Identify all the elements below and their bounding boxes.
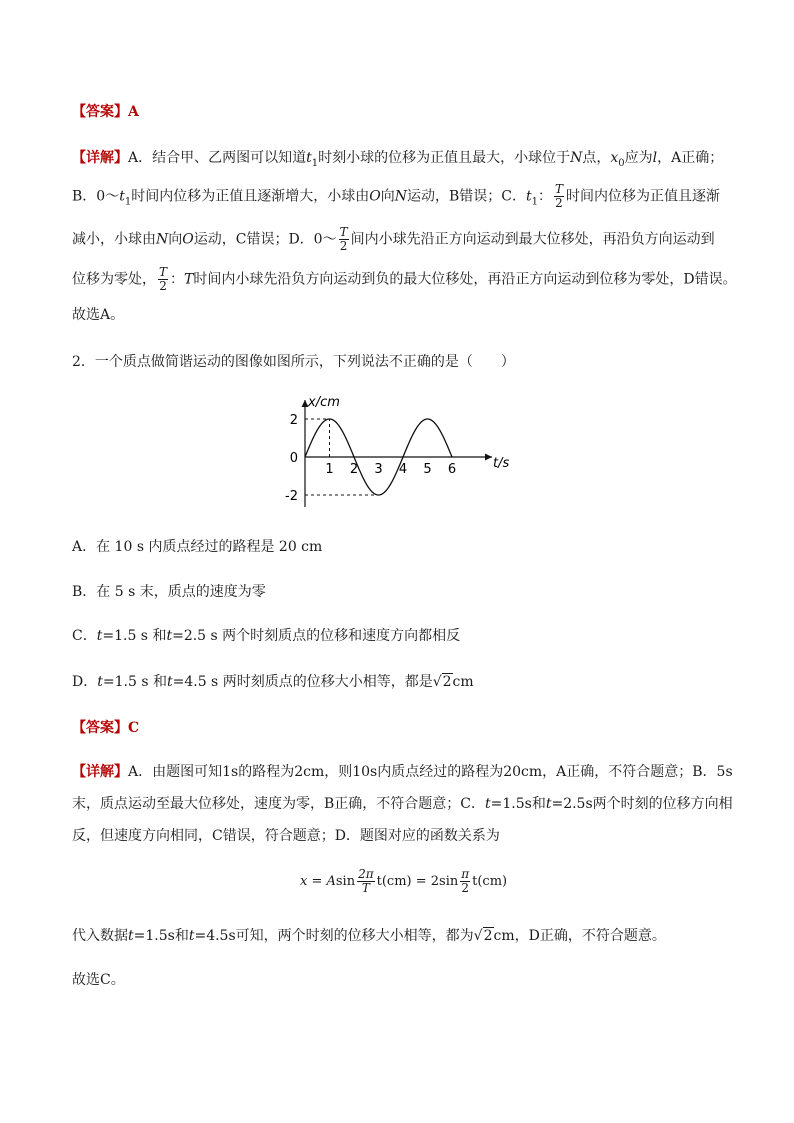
var-N: N [394, 188, 407, 205]
formula-end: t(cm) [472, 874, 508, 889]
detail-text: 0～ [313, 231, 337, 248]
detail-text: A．由题图可知1s的路程为2cm，则10s内质点经过的路程为20cm，A正确，不符合题意；B．5s [128, 764, 733, 780]
detail-text: B．0～ [72, 188, 120, 205]
detail-text: 时间内位移为正值且逐渐增大，小球由 [131, 188, 370, 205]
detail-text: 时间内小球先沿负方向运动到负的最大位移处，再沿正方向运动到位移为零处，D错误。 [193, 271, 737, 288]
option-d-text: =1.5 s 和 [102, 674, 167, 690]
x-tick-label: 6 [447, 462, 457, 477]
x-tick-label: 2 [349, 462, 359, 477]
detail-text: 间内小球先沿正方向运动到最大位移处，再沿负方向运动到 [350, 231, 715, 248]
detail-text: 向 [380, 188, 395, 205]
answer-line-1 [72, 102, 139, 122]
detail2-line-2 [72, 794, 733, 814]
x-tick-label: 3 [374, 462, 383, 477]
detail-text: 位移为零处， [72, 271, 156, 288]
var-t: t [119, 188, 125, 205]
question-stem-text: 2．一个质点做简谐运动的图像如图所示，下列说法不正确的是（ ） [72, 354, 515, 370]
subscript: 1 [531, 196, 538, 208]
sqrt-symbol: √2 [432, 674, 452, 690]
y-axis-label: x/cm [308, 395, 340, 410]
detail-line-1 [72, 148, 723, 168]
detail2-line-3 [72, 826, 500, 846]
option-a [72, 537, 322, 557]
var-t: t [128, 928, 134, 944]
var-T: T [184, 271, 194, 288]
option-d-text: =4.5 s 两时刻质点的位移大小相等，都是 [172, 674, 433, 690]
option-c [72, 626, 460, 646]
var-t: t [97, 674, 103, 690]
detail2-line-1 [72, 762, 733, 782]
formula-lhs: x = A [300, 874, 336, 889]
option-b [72, 582, 266, 602]
detail-line-2: B．$0\sim t_1$时间内位移为正值且逐渐增大，小球由O向N运动，B错误；C．$t_1$： $\frac{T}{2}$ 时间内位移为正值且逐渐 [72, 182, 720, 210]
detail2-line-4 [72, 926, 666, 946]
x-tick-label: 5 [423, 462, 432, 477]
detail-text: 减小，小球由 [72, 231, 156, 248]
y-tick-label: 0 [289, 451, 298, 466]
fraction: $\frac{T}{2}$ [339, 225, 348, 253]
option-c-text: =1.5 s 和 [102, 628, 167, 644]
answer-value: C [128, 720, 140, 736]
formula-sin: sin [335, 874, 356, 889]
answer-line-2 [72, 718, 139, 738]
detail-text: 时刻小球的位移为正值且最大，小球位于 [318, 150, 571, 166]
detail-text: A．结合甲、乙两图可以知道 [128, 150, 307, 166]
x-tick-label: 4 [398, 462, 408, 477]
var-t: t [96, 628, 103, 644]
answer-label: 【答案】 [72, 104, 128, 120]
option-d-prefix: D． [72, 674, 98, 690]
var-l: l [652, 150, 658, 166]
detail2-line-5 [72, 970, 125, 990]
detail-line-4: 位移为零处， $\frac{T}{2}$ ：T时间内小球先沿负方向运动到负的最大位移处，再沿正方向运动到位移为零处，D错误。 [72, 265, 737, 293]
question-stem [72, 352, 515, 372]
option-a-text: A．在 10 s 内质点经过的路程是 20 cm [72, 539, 323, 555]
x-tick-label: 1 [325, 462, 334, 477]
detail-text: =1.5s和 [490, 796, 546, 812]
fraction: $\frac{\pi}{2}$ [461, 867, 470, 895]
var-O: O [369, 188, 381, 205]
option-c-prefix: C． [72, 628, 97, 644]
detail-text: ，A正确； [657, 150, 724, 166]
detail-text: 时间内位移为正值且逐渐 [565, 188, 720, 205]
detail-text: cm，D正确，不符合题意。 [493, 928, 666, 944]
detail-label: 【详解】 [72, 150, 128, 166]
fraction: $\frac{T}{2}$ [159, 265, 168, 293]
var-N: N [570, 150, 583, 166]
answer-label: 【答案】 [72, 720, 128, 736]
x-tick-labels [325, 462, 456, 477]
subscript: 0 [618, 157, 625, 169]
detail-line-3 [72, 226, 715, 253]
detail-text: 运动，C错误；D． [193, 231, 314, 248]
subscript: 1 [311, 157, 319, 169]
formula-mid: t(cm) = 2sin [376, 874, 459, 889]
shm-graph [280, 392, 530, 517]
unit: cm [452, 674, 474, 690]
detail-text: 末，质点运动至最大位移处，速度为零，B正确，不符合题意；C． [72, 796, 485, 812]
detail-text: 向 [168, 231, 183, 248]
var-O: O [182, 231, 194, 248]
y-tick-label: -2 [285, 489, 298, 504]
y-tick-labels [285, 413, 298, 504]
option-b-text: B．在 5 s 末，质点的速度为零 [72, 584, 266, 600]
detail-text: 代入数据 [72, 928, 128, 944]
detail-text: 应为 [624, 150, 653, 166]
detail-text: =4.5s可知，两个时刻的位移大小相等，都为 [194, 928, 474, 944]
fraction: $\frac{2\pi}{T}$ [358, 867, 374, 895]
detail-text: 故选A。 [72, 307, 125, 323]
subscript: 1 [124, 196, 132, 208]
answer-value: A [128, 104, 139, 120]
var-t: t [166, 674, 173, 690]
option-c-text: =2.5 s 两个时刻质点的位移和速度方向都相反 [172, 628, 461, 644]
detail-line-5 [72, 305, 124, 325]
detail-text: 点， [582, 150, 611, 166]
function-formula [300, 868, 507, 895]
fraction: $\frac{T}{2}$ [554, 182, 563, 210]
detail-text: =2.5s两个时刻的位移方向相 [551, 796, 733, 812]
radicand: 2 [442, 674, 452, 690]
var-t: t [306, 150, 312, 166]
radicand: 2 [483, 928, 493, 944]
x-axis-label: t/s [493, 456, 510, 471]
option-d [72, 672, 474, 692]
y-tick-label: 2 [289, 413, 298, 428]
sqrt-symbol: √2 [473, 928, 493, 944]
detail-text: 运动，B错误；C． [406, 188, 526, 205]
var-x: x [610, 150, 619, 166]
var-t: t [188, 928, 195, 944]
detail-label: 【详解】 [72, 764, 128, 780]
var-t: t [525, 188, 532, 205]
var-t: t [485, 796, 491, 812]
var-N: N [156, 231, 169, 248]
detail-text: =1.5s和 [133, 928, 189, 944]
detail-text: 反，但速度方向相同，C错误，符合题意；D．题图对应的函数关系为 [72, 828, 500, 844]
var-t: t [166, 628, 173, 644]
var-t: t [545, 796, 552, 812]
detail-text: 故选C。 [72, 972, 125, 988]
